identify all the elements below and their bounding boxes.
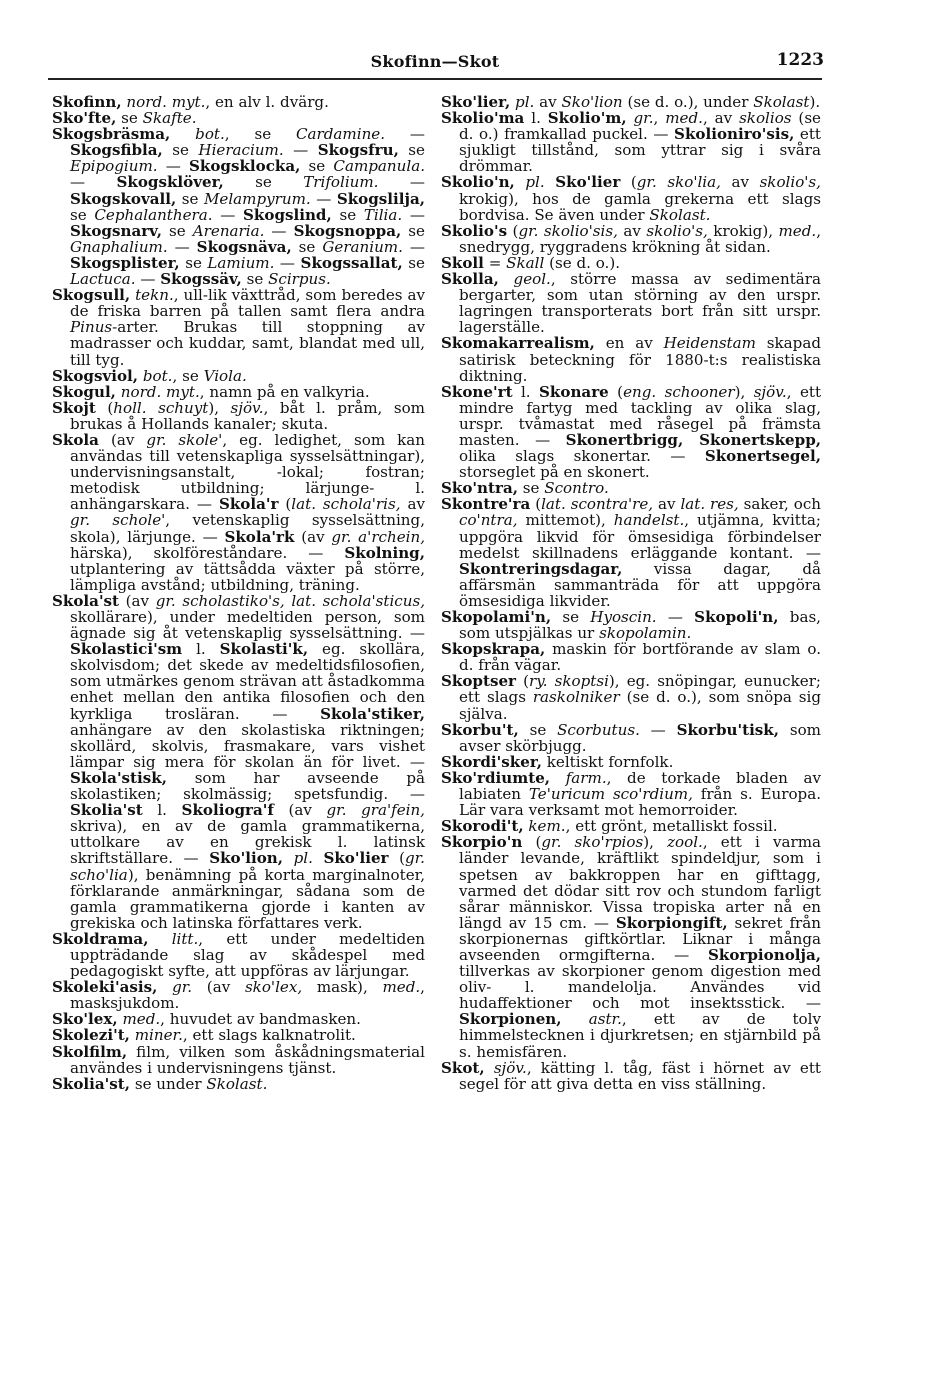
dictionary-entry: Skone'rt l. Skonare (eng. schooner), sjöv., ett mindre fartyg med tackling av olika slag, urspr. tvåmastat med råsegel på främsta masten. — Skonertbrigg, Skonertskepp, olika slags skonertar. — Skonertsegel, storseglet på en skonert.: [441, 382, 822, 482]
dictionary-entry: Skogsull, tekn., ull-lik växttråd, som beredes av de friska barren på tallen samt flera andra Pinus-arter. Brukas till stoppning av madrasser och kuddar, samt, blandat med ull, till tyg.: [52, 286, 425, 369]
dictionary-entry: Skolfilm, film, vilken som åskådningsmaterial användes i undervisningens tjänst.: [52, 1042, 425, 1077]
dictionary-entry: Skofinn, nord. myt., en alv l. dvärg.: [52, 93, 329, 111]
right-column: [441, 94, 821, 1092]
dictionary-entry: Sko'lex, med., huvudet av bandmasken.: [52, 1010, 361, 1029]
page-header: [48, 46, 822, 80]
running-title: Skofinn—Skot: [370, 52, 500, 71]
dictionary-entry: Skojt (holl. schuyt), sjöv., båt l. pråm, som brukas å Hollands kanaler; skuta.: [52, 398, 425, 433]
dictionary-entry: Skoll = Skall (se d. o.).: [441, 253, 621, 272]
dictionary-entry: Skolio'n, pl. Sko'lier (gr. sko'lia, av skolio's, krokig), hos de gamla grekerna ett slags bordvisa. Se även under Skolast.: [441, 173, 821, 224]
dictionary-entry: Skolia'st, se under Skolast.: [52, 1074, 268, 1093]
page-number: 1223: [776, 50, 824, 70]
dictionary-entry: Skoldrama, litt., ett under medeltiden uppträdande slag av skådespel med pedagogiskt syfte, att uppföras av lärjungar.: [52, 929, 425, 981]
dictionary-entry: Skomakarrealism, en av Heidenstam skapad satirisk beteckning för 1880-t:s realistiska diktning.: [441, 334, 821, 385]
dictionary-entry: Skoleki'asis, gr. (av sko'lex, mask), med., masksjukdom.: [52, 978, 425, 1013]
dictionary-entry: Skolio's (gr. skolio'sis, av skolio's, krokig), med., snedrygg, ryggradens krökning åt sidan.: [441, 221, 822, 256]
dictionary-entry: Skorpio'n (gr. sko'rpios), zool., ett i varma länder levande, kräftlikt spindeldjur, som i spetsen av bakkroppen har en gifttagg, varmed det dödar sitt rov och stundom farligt sårar människor. Vissa tropiska arter nå en längd av 15 cm. — Skorpiongift, sekret från skorpionernas giftkörtlar. Liknar i många avseenden ormgifterna. — Skorpionolja, tillverkas av skorpioner genom digestion med oliv- l. mandelolja. Användes vid hudaffektioner och mot insektsstick. — Skorpionen, astr., ett av de tolv himmelstecknen i djurkretsen; en stjärnbild på s. hemisfären.: [441, 833, 822, 1061]
dictionary-entry: Skordi'sker, keltiskt fornfolk.: [441, 752, 674, 771]
dictionary-entry: Skolio'ma l. Skolio'm, gr., med., av skolios (se d. o.) framkallad puckel. — Skolioniro'sis, ett sjukligt tillstånd, som yttrar sig i svåra drömmar.: [441, 109, 821, 176]
dictionary-entry: Skopskrapa, maskin för bortförande av slam o. d. från vägar.: [441, 640, 821, 675]
dictionary-entry: Skola'st (av gr. scholastiko's, lat. schola'sticus, skollärare), under medeltiden person, som ägnade sig åt vetenskaplig sysselsättning. — Skolastici'sm l. Skolasti'k, eg. skollära, skolvisdom; det skede av medeltidsfilosofien, som utmärkes genom strävan att åstadkomma enhet mellan den antika filosofien och den kyrkliga trosläran. — Skola'stiker, anhängare av den skolastiska riktningen; skollärd, skolvis, frasmakare, vars vishet lämpar sig mera för skolan än för livet. — Skola'stisk, som har avseende på skolastiken; skolmässig; spetsfundig. — Skolia'st l. Skoliogra'f (av gr. gra'fein, skriva), en av de gamla grammatikerna, uttolkare av en grekisk l. latinsk skriftställare. — Sko'lion, pl. Sko'lier (gr. scho'lia), benämning på korta marginalnoter, förklarande anmärkningar, sådana som de gamla grammatikerna gjorde i kanten av grekiska och latinska författares verk.: [52, 591, 425, 932]
dictionary-entry: Skogsviol, bot., se Viola.: [52, 366, 247, 385]
dictionary-entry: Skola (av gr. skole', eg. ledighet, som kan användas till vetenskapliga sysselsättningar), undervisningsanstalt, -lokal; fostran; metodisk utbildning; lärjunge- l. anhängarskara. — Skola'r (lat. schola'ris, av gr. schole', vetenskaplig sysselsättning, skola), lärjunge. — Skola'rk (av gr. a'rchein, härska), skolföreståndare. — Skolning, utplantering av tättsådda växter på större, lämpliga avstånd; utbildning, träning.: [52, 430, 426, 594]
dictionary-entry: Skoptser (ry. skoptsi), eg. snöpingar, eunucker; ett slags raskolniker (se d. o.), som snöpa sig själva.: [441, 672, 822, 723]
dictionary-entry: Skorodi't, kem., ett grönt, metalliskt fossil.: [441, 817, 778, 836]
left-column: [52, 94, 425, 1092]
dictionary-entry: Sko'ntra, se Scontro.: [441, 479, 609, 498]
dictionary-entry: Skopolami'n, se Hyoscin. — Skopoli'n, bas, som utspjälkas ur skopolamin.: [441, 608, 821, 643]
dictionary-entry: Skogul, nord. myt., namn på en valkyria.: [52, 382, 370, 401]
dictionary-entry: Skorbu't, se Scorbutus. — Skorbu'tisk, som avser skörbjugg.: [441, 720, 821, 755]
dictionary-entry: Skogsbräsma, bot., se Cardamine. — Skogsfibla, se Hieracium. — Skogsfru, se Epipogium. — Skogsklocka, se Campanula. — Skogsklöver, se Trifolium. — Skogskovall, se Melampyrum. — Skogslilja, se Cephalanthera. — Skogslind, se Tilia. — Skogsnarv, se Arenaria. — Skogsnoppa, se Gnaphalium. — Skogsnäva, se Geranium. — Skogsplister, se Lamium. — Skogssallat, se Lactuca. — Skogssäv, se Scirpus.: [52, 125, 425, 289]
dictionary-entry: Skontre'ra (lat. scontra're, av lat. res, saker, och co'ntra, mittemot), handelst., utjämna, kvitta; uppgöra likvid för ömsesidiga förbindelser medelst skillnadens erläggande kontant. — Skontreringsdagar, vissa dagar, då affärsmän sammanträda för att uppgöra ömsesidiga likvider.: [441, 495, 821, 610]
dictionary-entry: Skolezi't, miner., ett slags kalknatrolit.: [52, 1026, 356, 1045]
dictionary-entry: Sko'rdiumte, farm., de torkade bladen av labiaten Te'uricum sco'rdium, från s. Europa. Lär vara verksamt mot hemorroider.: [441, 768, 821, 820]
dictionary-entry: Sko'lier, pl. av Sko'lion (se d. o.), under Skolast).: [441, 93, 821, 111]
dictionary-entry: Sko'fte, se Skafte.: [52, 109, 197, 128]
dictionary-entry: Skot, sjöv., kätting l. tåg, fäst i hörnet av ett segel för att giva detta en viss ställning.: [441, 1058, 821, 1093]
dictionary-entry: Skolla, geol., större massa av sedimentära bergarter, som utan störning av den urspr. lagringen transporterats bort från sitt urspr. lagerställe.: [441, 270, 821, 337]
